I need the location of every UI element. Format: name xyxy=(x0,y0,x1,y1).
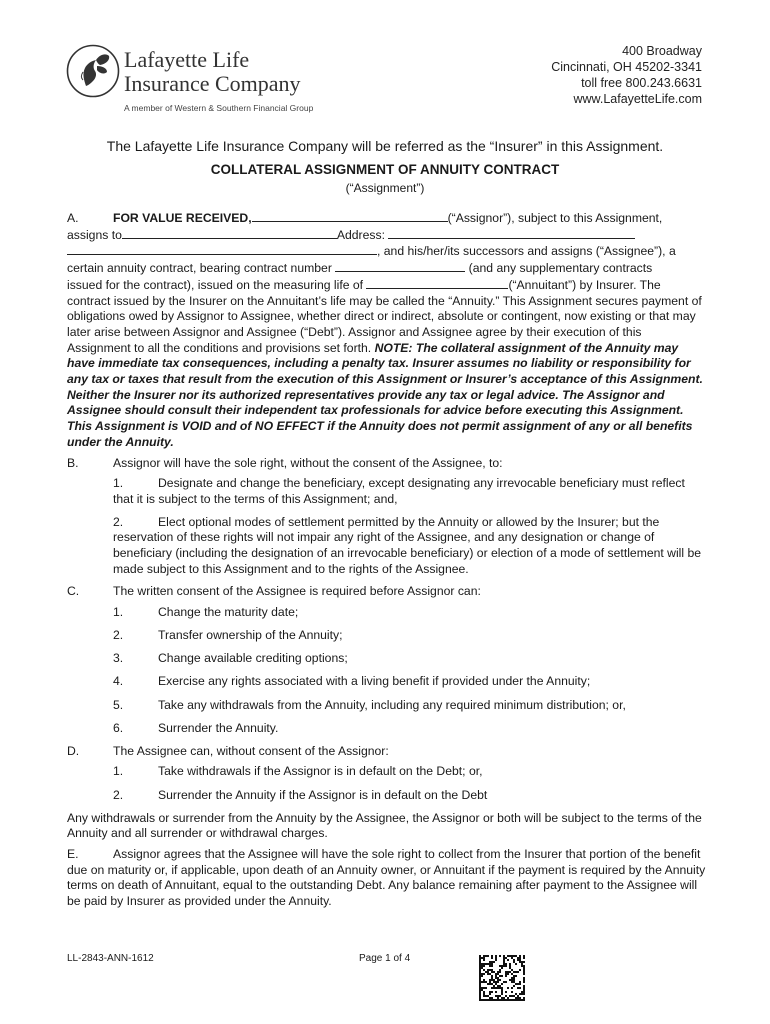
address-label: Address: xyxy=(336,227,385,242)
intro-sentence: The Lafayette Life Insurance Company will be referred as the “Insurer” in this Assignment. xyxy=(106,138,664,154)
section-e xyxy=(67,847,707,910)
form-number: LL-2843-ANN-1612 xyxy=(67,953,154,964)
section-c-text: The written consent of the Assignee is required before Assignor can: xyxy=(113,584,481,599)
contract-prefix: certain annuity contract, bearing contract number xyxy=(67,261,332,276)
successors-text: , and his/her/its successors and assigns (“Assignee”), a xyxy=(377,244,676,259)
tax-note: NOTE: The collateral assignment of the Annuity may have immediate tax consequences, including a penalty tax. Insurer assumes no liability or responsibility for any tax or taxes that result from the execution of this Assignment or Insurer’s acceptance of this Assignment. Neither the Insurer nor its authorized representatives provide any tax or legal advice. The Assignor and Assignee should consult their independent tax professionals for advice before executing this Assignment. This Assignment is VOID and of NO EFFECT if the Annuity does not permit assignment of any or all benefits under the Annuity. xyxy=(67,340,703,449)
list-item xyxy=(113,476,707,507)
contract-suffix: (and any supplementary contracts xyxy=(468,261,653,276)
company-address xyxy=(551,43,702,107)
address-street: 400 Broadway xyxy=(622,44,702,58)
contract-number-field[interactable] xyxy=(335,260,465,272)
list-item xyxy=(113,605,707,621)
section-c xyxy=(67,584,707,600)
list-item xyxy=(113,764,707,780)
item-text: Surrender the Annuity. xyxy=(158,720,279,735)
section-label: B. xyxy=(67,455,79,470)
document-subtitle: (“Assignment”) xyxy=(345,181,425,195)
item-text: Take any withdrawals from the Annuity, including any required minimum distribution; or, xyxy=(158,697,626,712)
item-number: 3. xyxy=(113,651,124,666)
item-text: Elect optional modes of settlement permitted by the Annuity or allowed by the Insurer; but the reservation of these rights will not impair any right of the Assignee, and any designation or change of beneficiary (including the designation of an irrevocable beneficiary) or election of a mode of settlement will be made subject to this Assignment and to the rights of the Assignee. xyxy=(113,514,702,576)
assigns-to-label: assigns to xyxy=(67,227,122,242)
item-text: Change the maturity date; xyxy=(158,605,299,620)
address-website[interactable]: www.LafayetteLife.com xyxy=(573,92,702,106)
list-item xyxy=(113,788,707,804)
assignor-tail: (“Assignor”), subject to this Assignment, xyxy=(447,211,663,225)
item-number: 1. xyxy=(113,605,124,620)
section-label: D. xyxy=(67,743,80,758)
list-item xyxy=(113,651,707,667)
issued-suffix: (“Annuitant”) by Insurer. The xyxy=(508,277,661,292)
section-label: E. xyxy=(67,847,79,862)
for-value-received: FOR VALUE RECEIVED, xyxy=(113,211,252,225)
item-text: Exercise any rights associated with a living benefit if provided under the Annuity; xyxy=(158,674,591,689)
list-item xyxy=(113,628,707,644)
section-b-text: Assignor will have the sole right, without the consent of the Assignee, to: xyxy=(113,455,503,470)
item-text: Transfer ownership of the Annuity; xyxy=(158,628,343,643)
assignee-address-field-line2[interactable] xyxy=(67,243,377,255)
assignee-name-field[interactable] xyxy=(122,227,337,239)
company-name-line1: Lafayette Life xyxy=(124,47,250,72)
withdrawal-note: Any withdrawals or surrender from the Annuity by the Assignee, the Assignor or both will be subject to the terms of the Annuity and all surrender or withdrawal charges. xyxy=(67,810,702,841)
section-label: C. xyxy=(67,584,80,599)
item-number: 1. xyxy=(113,764,124,779)
item-number: 6. xyxy=(113,720,124,735)
item-text: Change available crediting options; xyxy=(158,651,348,666)
list-item xyxy=(113,515,707,578)
document-title: COLLATERAL ASSIGNMENT OF ANNUITY CONTRACT xyxy=(210,162,560,177)
item-text: Surrender the Annuity if the Assignor is in default on the Debt xyxy=(158,787,488,802)
butterfly-profile-logo-icon xyxy=(66,44,120,98)
annuitant-name-field[interactable] xyxy=(366,277,508,289)
item-text: Designate and change the beneficiary, except designating any irrevocable beneficiary must reflect that it is subject to the terms of this Assignment; and, xyxy=(113,476,685,506)
section-label: A. xyxy=(67,211,79,225)
item-number: 2. xyxy=(113,628,124,643)
assignor-name-field[interactable] xyxy=(252,210,448,222)
item-number: 2. xyxy=(113,514,124,529)
item-number: 2. xyxy=(113,787,124,802)
address-phone: toll free 800.243.6631 xyxy=(581,76,702,90)
section-a xyxy=(67,210,707,451)
barcode-icon xyxy=(479,955,525,1001)
section-d xyxy=(67,744,707,760)
list-item xyxy=(113,721,707,737)
item-number: 4. xyxy=(113,674,124,689)
assignee-address-field[interactable] xyxy=(388,227,635,239)
section-b xyxy=(67,456,707,472)
section-e-text: Assignor agrees that the Assignee will have the sole right to collect from the Insurer that portion of the benefit due on maturity or, if applicable, upon death of an Annuity owner, or Annuitant if the payment is required by the Annuity terms on death of Annuitant, equal to the outstanding Debt. Any balance remaining after payment to the Assignee will be paid by Insurer as provided under the Annuity. xyxy=(67,847,706,909)
issued-prefix: issued for the contract), issued on the measuring life of xyxy=(67,277,364,292)
item-number: 5. xyxy=(113,697,124,712)
item-number: 1. xyxy=(113,476,124,491)
list-item xyxy=(113,698,707,714)
member-note: A member of Western & Southern Financial Group xyxy=(124,103,314,113)
section-a-body: contract issued by the Insurer on the Annuitant’s life may be called the “Annuity.” This Assignment secures payment of obligations owed by Assignor to Assignee, whether direct or indirect, absolute or contingent, now existing or that may later arise between Assignor and Assignee (“Debt”). Assignor and Assignee agree by their execution of this Assignment to all the conditions and provisions set forth. xyxy=(67,293,702,355)
company-logo xyxy=(66,44,316,120)
item-text: Take withdrawals if the Assignor is in default on the Debt; or, xyxy=(158,764,483,779)
document-body xyxy=(67,210,707,915)
address-city: Cincinnati, OH 45202-3341 xyxy=(551,60,702,74)
list-item xyxy=(113,674,707,690)
company-name-line2: Insurance Company xyxy=(124,71,301,96)
page-number: Page 1 of 4 xyxy=(359,953,411,964)
section-d-text: The Assignee can, without consent of the Assignor: xyxy=(113,743,389,758)
